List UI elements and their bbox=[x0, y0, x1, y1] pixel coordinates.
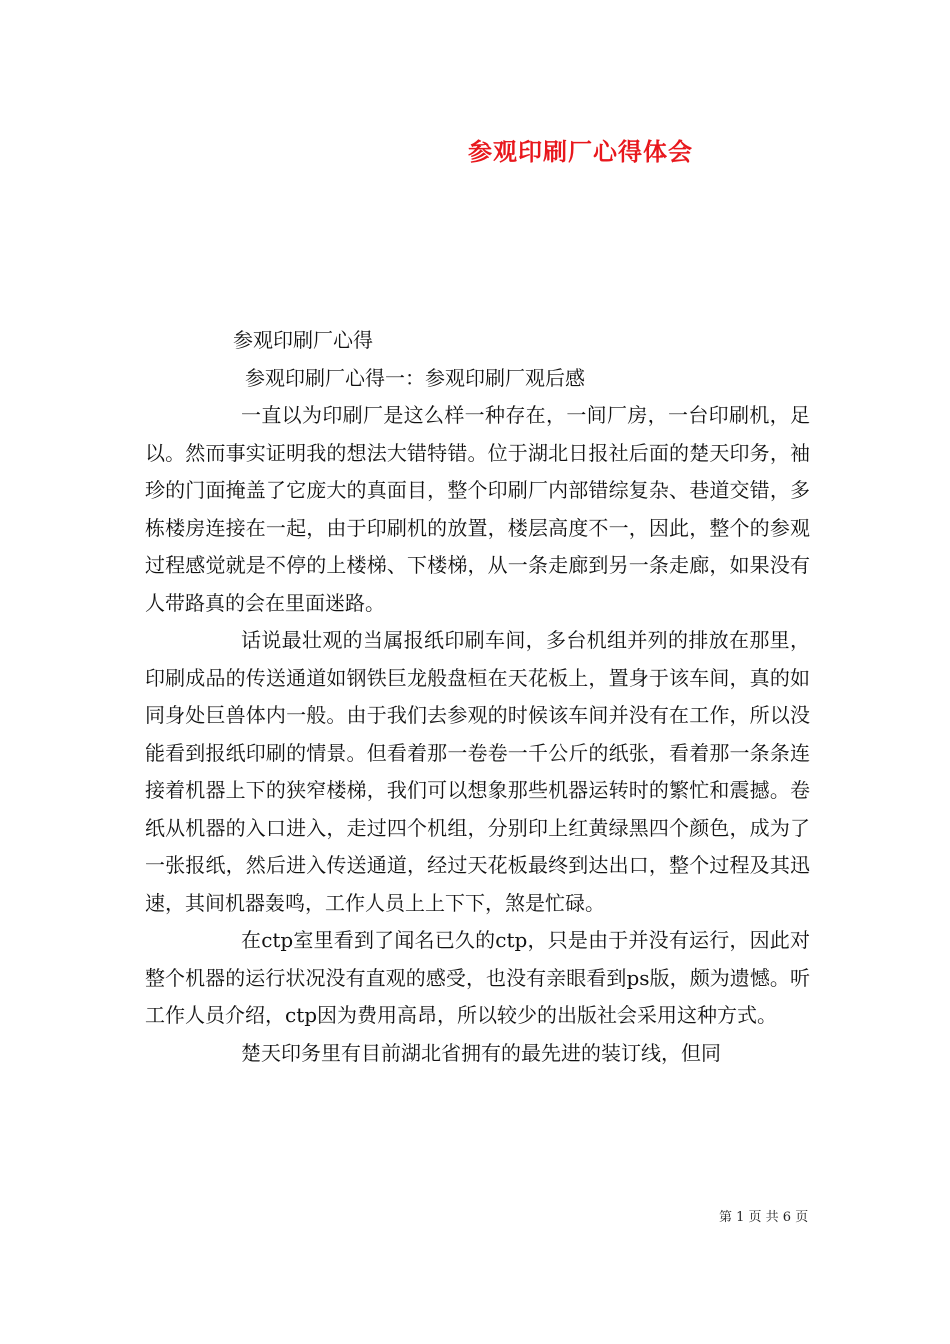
paragraph-4: 楚天印务里有目前湖北省拥有的最先进的装订线，但同 bbox=[241, 1040, 721, 1065]
paragraph-2: 话说最壮观的当属报纸印刷车间，多台机组并列的排放在那里，印刷成品的传送通道如钢铁巨龙般盘桓在天花板上，置身于该车间，真的如同身处巨兽体内一般。由于我们去参观的时候该车间并没有在工作，所以没能看到报纸印刷的情景。但看着那一卷卷一千公斤的纸张，看着那一条条连接着机器上下的狭窄楼梯，我们可以想象那些机器运转时的繁忙和震撼。卷纸从机器的入口进入，走过四个机组，分别印上红黄绿黑四个颜色，成为了一张报纸，然后进入传送通道，经过天花板最终到达出口，整个过程及其迅速，其间机器轰鸣，工作人员上上下下，煞是忙碌。 bbox=[145, 628, 810, 915]
document-title: 参观印刷厂心得体会 bbox=[468, 137, 693, 166]
paragraph-3: 在ctp室里看到了闻名已久的ctp，只是由于并没有运行，因此对整个机器的运行状况没有直观的感受，也没有亲眼看到ps版，颇为遗憾。听工作人员介绍，ctp因为费用高昂，所以较少的出版社会采用这种方式。 bbox=[145, 928, 810, 1027]
section-subheading: 参观印刷厂心得一：参观印刷厂观后感 bbox=[245, 365, 585, 390]
document-body bbox=[145, 322, 810, 1072]
paragraph-1: 一直以为印刷厂是这么样一种存在，一间厂房，一台印刷机，足以。然而事实证明我的想法大错特错。位于湖北日报社后面的楚天印务，袖珍的门面掩盖了它庞大的真面目，整个印刷厂内部错综复杂、巷道交错，多栋楼房连接在一起，由于印刷机的放置，楼层高度不一，因此，整个的参观过程感觉就是不停的上楼梯、下楼梯，从一条走廊到另一条走廊，如果没有人带路真的会在里面迷路。 bbox=[145, 403, 810, 615]
page-number-footer: 第 1 页 共 6 页 bbox=[719, 1210, 809, 1225]
section-heading: 参观印刷厂心得 bbox=[233, 328, 373, 352]
